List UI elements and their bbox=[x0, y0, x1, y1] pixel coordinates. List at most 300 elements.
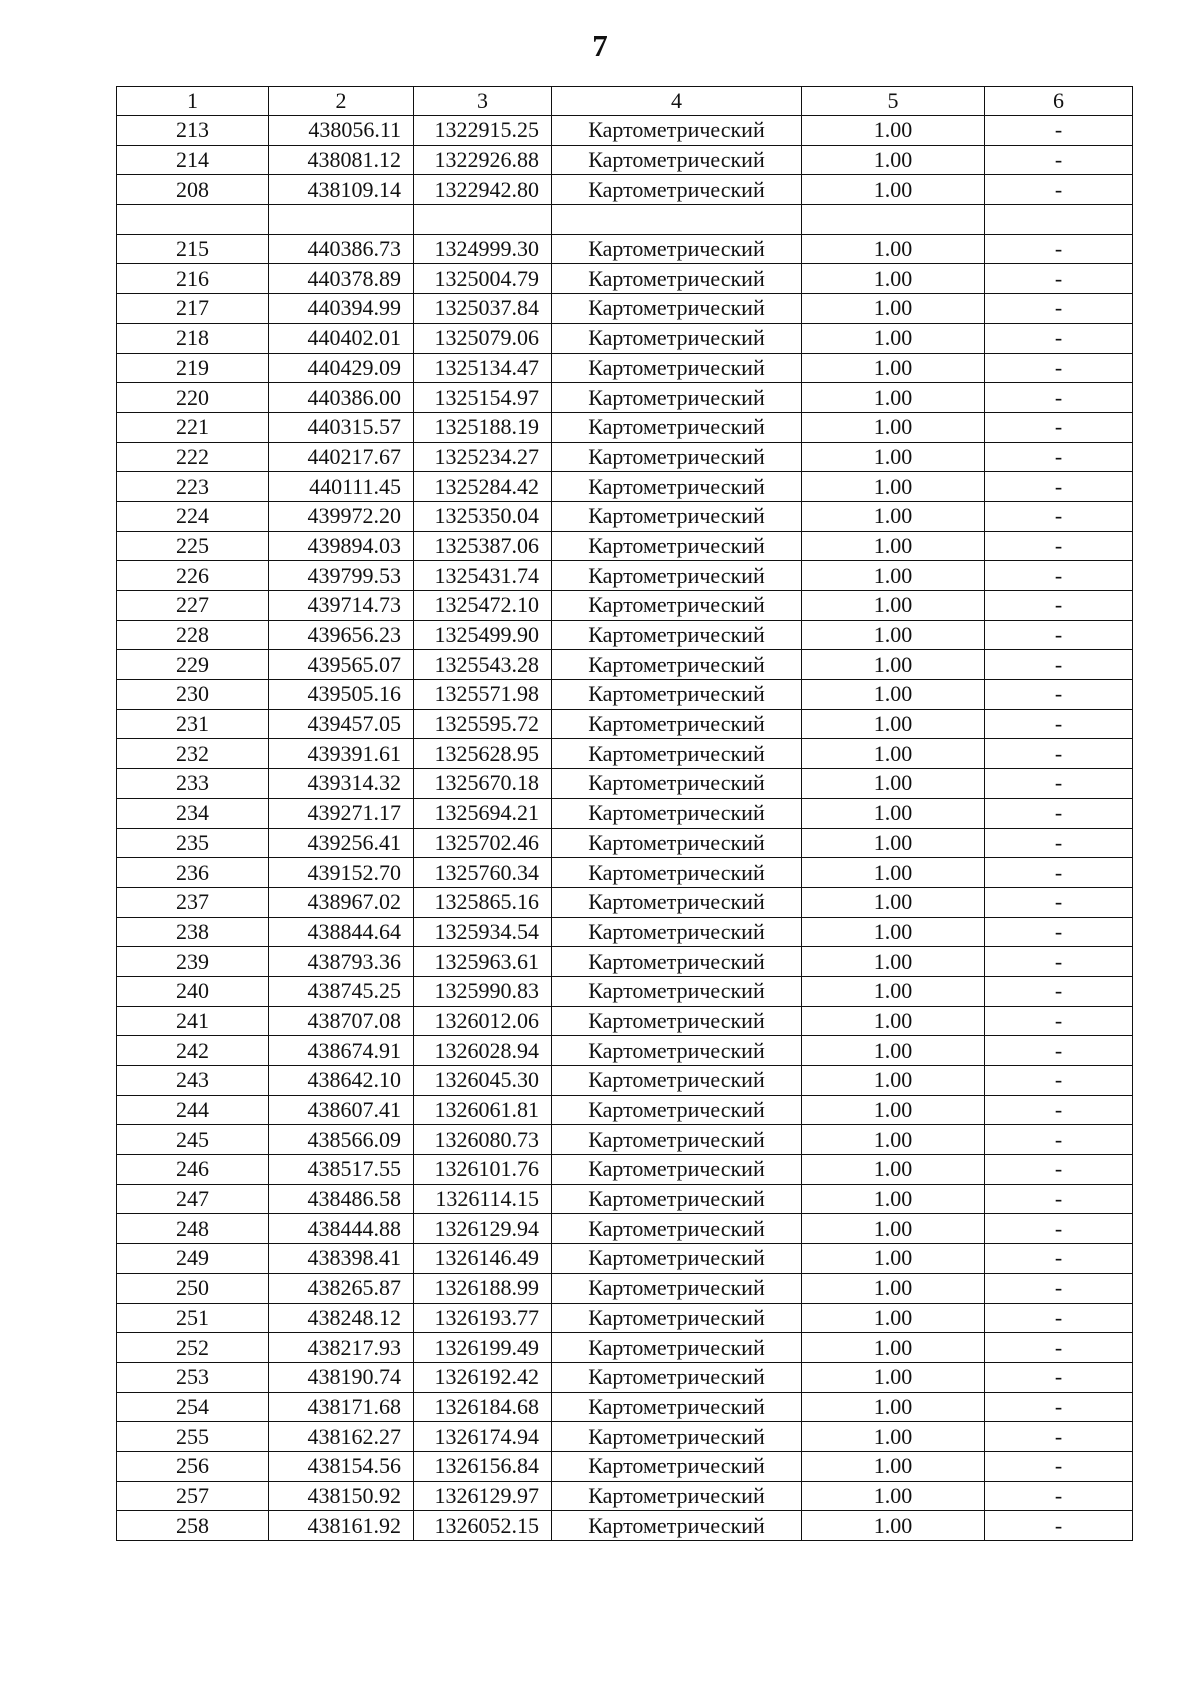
accuracy-cell: 1.00 bbox=[802, 1362, 985, 1392]
accuracy-cell: 1.00 bbox=[802, 887, 985, 917]
x-coordinate-cell: 440386.00 bbox=[269, 383, 414, 413]
accuracy-cell: 1.00 bbox=[802, 1066, 985, 1096]
x-coordinate-cell: 438265.87 bbox=[269, 1273, 414, 1303]
method-cell: Картометрический bbox=[552, 1362, 802, 1392]
table-row bbox=[117, 1184, 1133, 1214]
method-cell: Картометрический bbox=[552, 1422, 802, 1452]
y-coordinate-cell: 1325431.74 bbox=[414, 561, 552, 591]
y-coordinate-cell: 1325188.19 bbox=[414, 412, 552, 442]
method-cell: Картометрический bbox=[552, 917, 802, 947]
y-coordinate-cell: 1322942.80 bbox=[414, 175, 552, 205]
point-number-cell: 219 bbox=[117, 353, 269, 383]
header-cell-6: 6 bbox=[985, 87, 1133, 116]
point-number-cell: 243 bbox=[117, 1066, 269, 1096]
note-cell: - bbox=[985, 116, 1133, 146]
table-row bbox=[117, 769, 1133, 799]
method-cell: Картометрический bbox=[552, 1125, 802, 1155]
point-number-cell: 223 bbox=[117, 472, 269, 502]
note-cell: - bbox=[985, 472, 1133, 502]
note-cell: - bbox=[985, 1036, 1133, 1066]
method-cell: Картометрический bbox=[552, 1481, 802, 1511]
note-cell: - bbox=[985, 323, 1133, 353]
method-cell: Картометрический bbox=[552, 1155, 802, 1185]
note-cell: - bbox=[985, 234, 1133, 264]
y-coordinate-cell: 1326114.15 bbox=[414, 1184, 552, 1214]
x-coordinate-cell: 439256.41 bbox=[269, 828, 414, 858]
accuracy-cell: 1.00 bbox=[802, 175, 985, 205]
method-cell: Картометрический bbox=[552, 1392, 802, 1422]
y-coordinate-cell: 1325350.04 bbox=[414, 501, 552, 531]
y-coordinate-cell: 1326146.49 bbox=[414, 1244, 552, 1274]
y-coordinate-cell: 1326052.15 bbox=[414, 1511, 552, 1541]
note-cell: - bbox=[985, 1095, 1133, 1125]
point-number-cell: 255 bbox=[117, 1422, 269, 1452]
point-number-cell: 225 bbox=[117, 531, 269, 561]
table-row bbox=[117, 858, 1133, 888]
point-number-cell bbox=[117, 205, 269, 235]
point-number-cell: 231 bbox=[117, 709, 269, 739]
y-coordinate-cell: 1326199.49 bbox=[414, 1333, 552, 1363]
accuracy-cell: 1.00 bbox=[802, 709, 985, 739]
method-cell: Картометрический bbox=[552, 1214, 802, 1244]
accuracy-cell: 1.00 bbox=[802, 798, 985, 828]
note-cell: - bbox=[985, 769, 1133, 799]
note-cell: - bbox=[985, 650, 1133, 680]
point-number-cell: 224 bbox=[117, 501, 269, 531]
note-cell: - bbox=[985, 1066, 1133, 1096]
point-number-cell: 246 bbox=[117, 1155, 269, 1185]
method-cell: Картометрический bbox=[552, 442, 802, 472]
accuracy-cell: 1.00 bbox=[802, 1511, 985, 1541]
note-cell: - bbox=[985, 798, 1133, 828]
header-cell-2: 2 bbox=[269, 87, 414, 116]
table-row bbox=[117, 1451, 1133, 1481]
x-coordinate-cell: 439505.16 bbox=[269, 680, 414, 710]
header-cell-3: 3 bbox=[414, 87, 552, 116]
x-coordinate-cell: 438150.92 bbox=[269, 1481, 414, 1511]
y-coordinate-cell: 1322926.88 bbox=[414, 145, 552, 175]
y-coordinate-cell: 1326028.94 bbox=[414, 1036, 552, 1066]
accuracy-cell: 1.00 bbox=[802, 353, 985, 383]
x-coordinate-cell: 439457.05 bbox=[269, 709, 414, 739]
y-coordinate-cell: 1325990.83 bbox=[414, 976, 552, 1006]
y-coordinate-cell: 1322915.25 bbox=[414, 116, 552, 146]
header-cell-5: 5 bbox=[802, 87, 985, 116]
x-coordinate-cell: 438081.12 bbox=[269, 145, 414, 175]
table-row bbox=[117, 1481, 1133, 1511]
note-cell: - bbox=[985, 917, 1133, 947]
accuracy-cell: 1.00 bbox=[802, 1095, 985, 1125]
point-number-cell: 244 bbox=[117, 1095, 269, 1125]
point-number-cell: 258 bbox=[117, 1511, 269, 1541]
y-coordinate-cell: 1325499.90 bbox=[414, 620, 552, 650]
note-cell: - bbox=[985, 1155, 1133, 1185]
method-cell: Картометрический bbox=[552, 1451, 802, 1481]
accuracy-cell: 1.00 bbox=[802, 294, 985, 324]
x-coordinate-cell: 438398.41 bbox=[269, 1244, 414, 1274]
accuracy-cell: 1.00 bbox=[802, 323, 985, 353]
coordinates-table bbox=[116, 86, 1133, 1541]
method-cell: Картометрический bbox=[552, 1303, 802, 1333]
note-cell: - bbox=[985, 1422, 1133, 1452]
point-number-cell: 247 bbox=[117, 1184, 269, 1214]
table-row bbox=[117, 1125, 1133, 1155]
x-coordinate-cell: 439972.20 bbox=[269, 501, 414, 531]
point-number-cell: 235 bbox=[117, 828, 269, 858]
x-coordinate-cell: 439271.17 bbox=[269, 798, 414, 828]
y-coordinate-cell: 1325963.61 bbox=[414, 947, 552, 977]
accuracy-cell: 1.00 bbox=[802, 1333, 985, 1363]
table-row bbox=[117, 1511, 1133, 1541]
y-coordinate-cell: 1325234.27 bbox=[414, 442, 552, 472]
y-coordinate-cell: 1325037.84 bbox=[414, 294, 552, 324]
y-coordinate-cell: 1325472.10 bbox=[414, 591, 552, 621]
note-cell: - bbox=[985, 531, 1133, 561]
x-coordinate-cell: 439799.53 bbox=[269, 561, 414, 591]
table-row bbox=[117, 1244, 1133, 1274]
point-number-cell: 252 bbox=[117, 1333, 269, 1363]
y-coordinate-cell: 1326080.73 bbox=[414, 1125, 552, 1155]
x-coordinate-cell: 439656.23 bbox=[269, 620, 414, 650]
table-row bbox=[117, 145, 1133, 175]
table-row bbox=[117, 1155, 1133, 1185]
x-coordinate-cell: 439714.73 bbox=[269, 591, 414, 621]
point-number-cell: 230 bbox=[117, 680, 269, 710]
table-row bbox=[117, 412, 1133, 442]
note-cell bbox=[985, 205, 1133, 235]
x-coordinate-cell: 439314.32 bbox=[269, 769, 414, 799]
y-coordinate-cell: 1325284.42 bbox=[414, 472, 552, 502]
point-number-cell: 239 bbox=[117, 947, 269, 977]
table-row bbox=[117, 442, 1133, 472]
method-cell: Картометрический bbox=[552, 739, 802, 769]
table-row bbox=[117, 1095, 1133, 1125]
point-number-cell: 222 bbox=[117, 442, 269, 472]
point-number-cell: 216 bbox=[117, 264, 269, 294]
method-cell: Картометрический bbox=[552, 294, 802, 324]
method-cell: Картометрический bbox=[552, 1095, 802, 1125]
table-row bbox=[117, 798, 1133, 828]
method-cell: Картометрический bbox=[552, 175, 802, 205]
note-cell: - bbox=[985, 1333, 1133, 1363]
method-cell: Картометрический bbox=[552, 561, 802, 591]
note-cell: - bbox=[985, 620, 1133, 650]
table-row bbox=[117, 501, 1133, 531]
y-coordinate-cell: 1326045.30 bbox=[414, 1066, 552, 1096]
note-cell: - bbox=[985, 887, 1133, 917]
point-number-cell: 253 bbox=[117, 1362, 269, 1392]
method-cell: Картометрический bbox=[552, 769, 802, 799]
accuracy-cell: 1.00 bbox=[802, 858, 985, 888]
method-cell: Картометрический bbox=[552, 591, 802, 621]
x-coordinate-cell: 438566.09 bbox=[269, 1125, 414, 1155]
table-row bbox=[117, 680, 1133, 710]
accuracy-cell: 1.00 bbox=[802, 680, 985, 710]
table-row bbox=[117, 1214, 1133, 1244]
method-cell: Картометрический bbox=[552, 976, 802, 1006]
table-row bbox=[117, 175, 1133, 205]
method-cell: Картометрический bbox=[552, 798, 802, 828]
accuracy-cell: 1.00 bbox=[802, 383, 985, 413]
accuracy-cell: 1.00 bbox=[802, 442, 985, 472]
note-cell: - bbox=[985, 1184, 1133, 1214]
method-cell: Картометрический bbox=[552, 709, 802, 739]
x-coordinate-cell: 440429.09 bbox=[269, 353, 414, 383]
method-cell: Картометрический bbox=[552, 1273, 802, 1303]
x-coordinate-cell bbox=[269, 205, 414, 235]
note-cell: - bbox=[985, 353, 1133, 383]
method-cell: Картометрический bbox=[552, 323, 802, 353]
point-number-cell: 234 bbox=[117, 798, 269, 828]
method-cell: Картометрический bbox=[552, 264, 802, 294]
x-coordinate-cell: 438190.74 bbox=[269, 1362, 414, 1392]
table-row bbox=[117, 1422, 1133, 1452]
point-number-cell: 208 bbox=[117, 175, 269, 205]
note-cell: - bbox=[985, 1451, 1133, 1481]
table-row bbox=[117, 887, 1133, 917]
accuracy-cell: 1.00 bbox=[802, 1451, 985, 1481]
y-coordinate-cell: 1326156.84 bbox=[414, 1451, 552, 1481]
note-cell: - bbox=[985, 501, 1133, 531]
note-cell: - bbox=[985, 294, 1133, 324]
point-number-cell: 215 bbox=[117, 234, 269, 264]
y-coordinate-cell: 1325670.18 bbox=[414, 769, 552, 799]
note-cell: - bbox=[985, 383, 1133, 413]
y-coordinate-cell: 1326184.68 bbox=[414, 1392, 552, 1422]
y-coordinate-cell: 1326012.06 bbox=[414, 1006, 552, 1036]
y-coordinate-cell: 1325154.97 bbox=[414, 383, 552, 413]
point-number-cell: 242 bbox=[117, 1036, 269, 1066]
note-cell: - bbox=[985, 976, 1133, 1006]
point-number-cell: 251 bbox=[117, 1303, 269, 1333]
note-cell: - bbox=[985, 828, 1133, 858]
x-coordinate-cell: 438171.68 bbox=[269, 1392, 414, 1422]
y-coordinate-cell: 1325571.98 bbox=[414, 680, 552, 710]
table-row bbox=[117, 917, 1133, 947]
method-cell: Картометрический bbox=[552, 1184, 802, 1214]
note-cell: - bbox=[985, 412, 1133, 442]
point-number-cell: 236 bbox=[117, 858, 269, 888]
table-row bbox=[117, 1006, 1133, 1036]
point-number-cell: 250 bbox=[117, 1273, 269, 1303]
note-cell: - bbox=[985, 1125, 1133, 1155]
method-cell: Картометрический bbox=[552, 383, 802, 413]
accuracy-cell: 1.00 bbox=[802, 1006, 985, 1036]
point-number-cell: 232 bbox=[117, 739, 269, 769]
table-row bbox=[117, 1036, 1133, 1066]
method-cell: Картометрический bbox=[552, 116, 802, 146]
x-coordinate-cell: 438517.55 bbox=[269, 1155, 414, 1185]
note-cell: - bbox=[985, 709, 1133, 739]
y-coordinate-cell: 1326174.94 bbox=[414, 1422, 552, 1452]
accuracy-cell: 1.00 bbox=[802, 828, 985, 858]
point-number-cell: 220 bbox=[117, 383, 269, 413]
note-cell: - bbox=[985, 1214, 1133, 1244]
method-cell: Картометрический bbox=[552, 1006, 802, 1036]
y-coordinate-cell bbox=[414, 205, 552, 235]
accuracy-cell: 1.00 bbox=[802, 1214, 985, 1244]
method-cell: Картометрический bbox=[552, 887, 802, 917]
accuracy-cell: 1.00 bbox=[802, 947, 985, 977]
note-cell: - bbox=[985, 145, 1133, 175]
accuracy-cell: 1.00 bbox=[802, 1184, 985, 1214]
y-coordinate-cell: 1325865.16 bbox=[414, 887, 552, 917]
note-cell: - bbox=[985, 739, 1133, 769]
table-row bbox=[117, 1066, 1133, 1096]
x-coordinate-cell: 438642.10 bbox=[269, 1066, 414, 1096]
x-coordinate-cell: 438162.27 bbox=[269, 1422, 414, 1452]
note-cell: - bbox=[985, 591, 1133, 621]
point-number-cell: 227 bbox=[117, 591, 269, 621]
table-row bbox=[117, 947, 1133, 977]
x-coordinate-cell: 438793.36 bbox=[269, 947, 414, 977]
page-number: 7 bbox=[592, 28, 608, 63]
point-number-cell: 228 bbox=[117, 620, 269, 650]
method-cell: Картометрический bbox=[552, 1511, 802, 1541]
x-coordinate-cell: 438161.92 bbox=[269, 1511, 414, 1541]
accuracy-cell: 1.00 bbox=[802, 116, 985, 146]
method-cell: Картометрический bbox=[552, 234, 802, 264]
accuracy-cell: 1.00 bbox=[802, 1273, 985, 1303]
y-coordinate-cell: 1325628.95 bbox=[414, 739, 552, 769]
point-number-cell: 218 bbox=[117, 323, 269, 353]
point-number-cell: 237 bbox=[117, 887, 269, 917]
point-number-cell: 257 bbox=[117, 1481, 269, 1511]
table-row bbox=[117, 561, 1133, 591]
y-coordinate-cell: 1325387.06 bbox=[414, 531, 552, 561]
table-header-row bbox=[117, 87, 1133, 116]
table-row bbox=[117, 472, 1133, 502]
point-number-cell: 233 bbox=[117, 769, 269, 799]
table-row bbox=[117, 828, 1133, 858]
y-coordinate-cell: 1326188.99 bbox=[414, 1273, 552, 1303]
accuracy-cell: 1.00 bbox=[802, 561, 985, 591]
accuracy-cell: 1.00 bbox=[802, 1303, 985, 1333]
method-cell bbox=[552, 205, 802, 235]
table-row bbox=[117, 739, 1133, 769]
x-coordinate-cell: 438217.93 bbox=[269, 1333, 414, 1363]
note-cell: - bbox=[985, 264, 1133, 294]
x-coordinate-cell: 438745.25 bbox=[269, 976, 414, 1006]
table-row bbox=[117, 383, 1133, 413]
method-cell: Картометрический bbox=[552, 947, 802, 977]
table-row bbox=[117, 591, 1133, 621]
point-number-cell: 249 bbox=[117, 1244, 269, 1274]
accuracy-cell: 1.00 bbox=[802, 917, 985, 947]
method-cell: Картометрический bbox=[552, 1244, 802, 1274]
y-coordinate-cell: 1326129.94 bbox=[414, 1214, 552, 1244]
x-coordinate-cell: 438674.91 bbox=[269, 1036, 414, 1066]
x-coordinate-cell: 439894.03 bbox=[269, 531, 414, 561]
table-row bbox=[117, 323, 1133, 353]
x-coordinate-cell: 440394.99 bbox=[269, 294, 414, 324]
x-coordinate-cell: 439152.70 bbox=[269, 858, 414, 888]
x-coordinate-cell: 438056.11 bbox=[269, 116, 414, 146]
x-coordinate-cell: 440386.73 bbox=[269, 234, 414, 264]
table-row bbox=[117, 650, 1133, 680]
header-cell-1: 1 bbox=[117, 87, 269, 116]
method-cell: Картометрический bbox=[552, 501, 802, 531]
method-cell: Картометрический bbox=[552, 858, 802, 888]
note-cell: - bbox=[985, 858, 1133, 888]
accuracy-cell bbox=[802, 205, 985, 235]
accuracy-cell: 1.00 bbox=[802, 1125, 985, 1155]
table-row bbox=[117, 709, 1133, 739]
table-row bbox=[117, 353, 1133, 383]
x-coordinate-cell: 438109.14 bbox=[269, 175, 414, 205]
point-number-cell: 214 bbox=[117, 145, 269, 175]
method-cell: Картометрический bbox=[552, 145, 802, 175]
table-row bbox=[117, 234, 1133, 264]
y-coordinate-cell: 1326129.97 bbox=[414, 1481, 552, 1511]
table-row bbox=[117, 620, 1133, 650]
x-coordinate-cell: 440378.89 bbox=[269, 264, 414, 294]
accuracy-cell: 1.00 bbox=[802, 769, 985, 799]
method-cell: Картометрический bbox=[552, 1066, 802, 1096]
table-row bbox=[117, 1333, 1133, 1363]
point-number-cell: 245 bbox=[117, 1125, 269, 1155]
y-coordinate-cell: 1326101.76 bbox=[414, 1155, 552, 1185]
table-body bbox=[117, 87, 1133, 1541]
accuracy-cell: 1.00 bbox=[802, 145, 985, 175]
y-coordinate-cell: 1325543.28 bbox=[414, 650, 552, 680]
note-cell: - bbox=[985, 1511, 1133, 1541]
y-coordinate-cell: 1325760.34 bbox=[414, 858, 552, 888]
table-row bbox=[117, 1273, 1133, 1303]
y-coordinate-cell: 1325595.72 bbox=[414, 709, 552, 739]
table-row bbox=[117, 1303, 1133, 1333]
table-row bbox=[117, 1362, 1133, 1392]
x-coordinate-cell: 439565.07 bbox=[269, 650, 414, 680]
point-number-cell: 217 bbox=[117, 294, 269, 324]
y-coordinate-cell: 1325004.79 bbox=[414, 264, 552, 294]
accuracy-cell: 1.00 bbox=[802, 620, 985, 650]
accuracy-cell: 1.00 bbox=[802, 1422, 985, 1452]
note-cell: - bbox=[985, 1303, 1133, 1333]
x-coordinate-cell: 439391.61 bbox=[269, 739, 414, 769]
note-cell: - bbox=[985, 1244, 1133, 1274]
accuracy-cell: 1.00 bbox=[802, 1481, 985, 1511]
accuracy-cell: 1.00 bbox=[802, 264, 985, 294]
y-coordinate-cell: 1325694.21 bbox=[414, 798, 552, 828]
table-row bbox=[117, 264, 1133, 294]
x-coordinate-cell: 438248.12 bbox=[269, 1303, 414, 1333]
method-cell: Картометрический bbox=[552, 1036, 802, 1066]
method-cell: Картометрический bbox=[552, 1333, 802, 1363]
accuracy-cell: 1.00 bbox=[802, 976, 985, 1006]
y-coordinate-cell: 1324999.30 bbox=[414, 234, 552, 264]
x-coordinate-cell: 440111.45 bbox=[269, 472, 414, 502]
point-number-cell: 226 bbox=[117, 561, 269, 591]
note-cell: - bbox=[985, 1362, 1133, 1392]
accuracy-cell: 1.00 bbox=[802, 591, 985, 621]
accuracy-cell: 1.00 bbox=[802, 472, 985, 502]
x-coordinate-cell: 438844.64 bbox=[269, 917, 414, 947]
accuracy-cell: 1.00 bbox=[802, 1392, 985, 1422]
point-number-cell: 240 bbox=[117, 976, 269, 1006]
table-row bbox=[117, 294, 1133, 324]
method-cell: Картометрический bbox=[552, 680, 802, 710]
note-cell: - bbox=[985, 947, 1133, 977]
method-cell: Картометрический bbox=[552, 620, 802, 650]
point-number-cell: 221 bbox=[117, 412, 269, 442]
x-coordinate-cell: 438607.41 bbox=[269, 1095, 414, 1125]
y-coordinate-cell: 1326192.42 bbox=[414, 1362, 552, 1392]
point-number-cell: 254 bbox=[117, 1392, 269, 1422]
table-row bbox=[117, 116, 1133, 146]
x-coordinate-cell: 440402.01 bbox=[269, 323, 414, 353]
x-coordinate-cell: 440315.57 bbox=[269, 412, 414, 442]
